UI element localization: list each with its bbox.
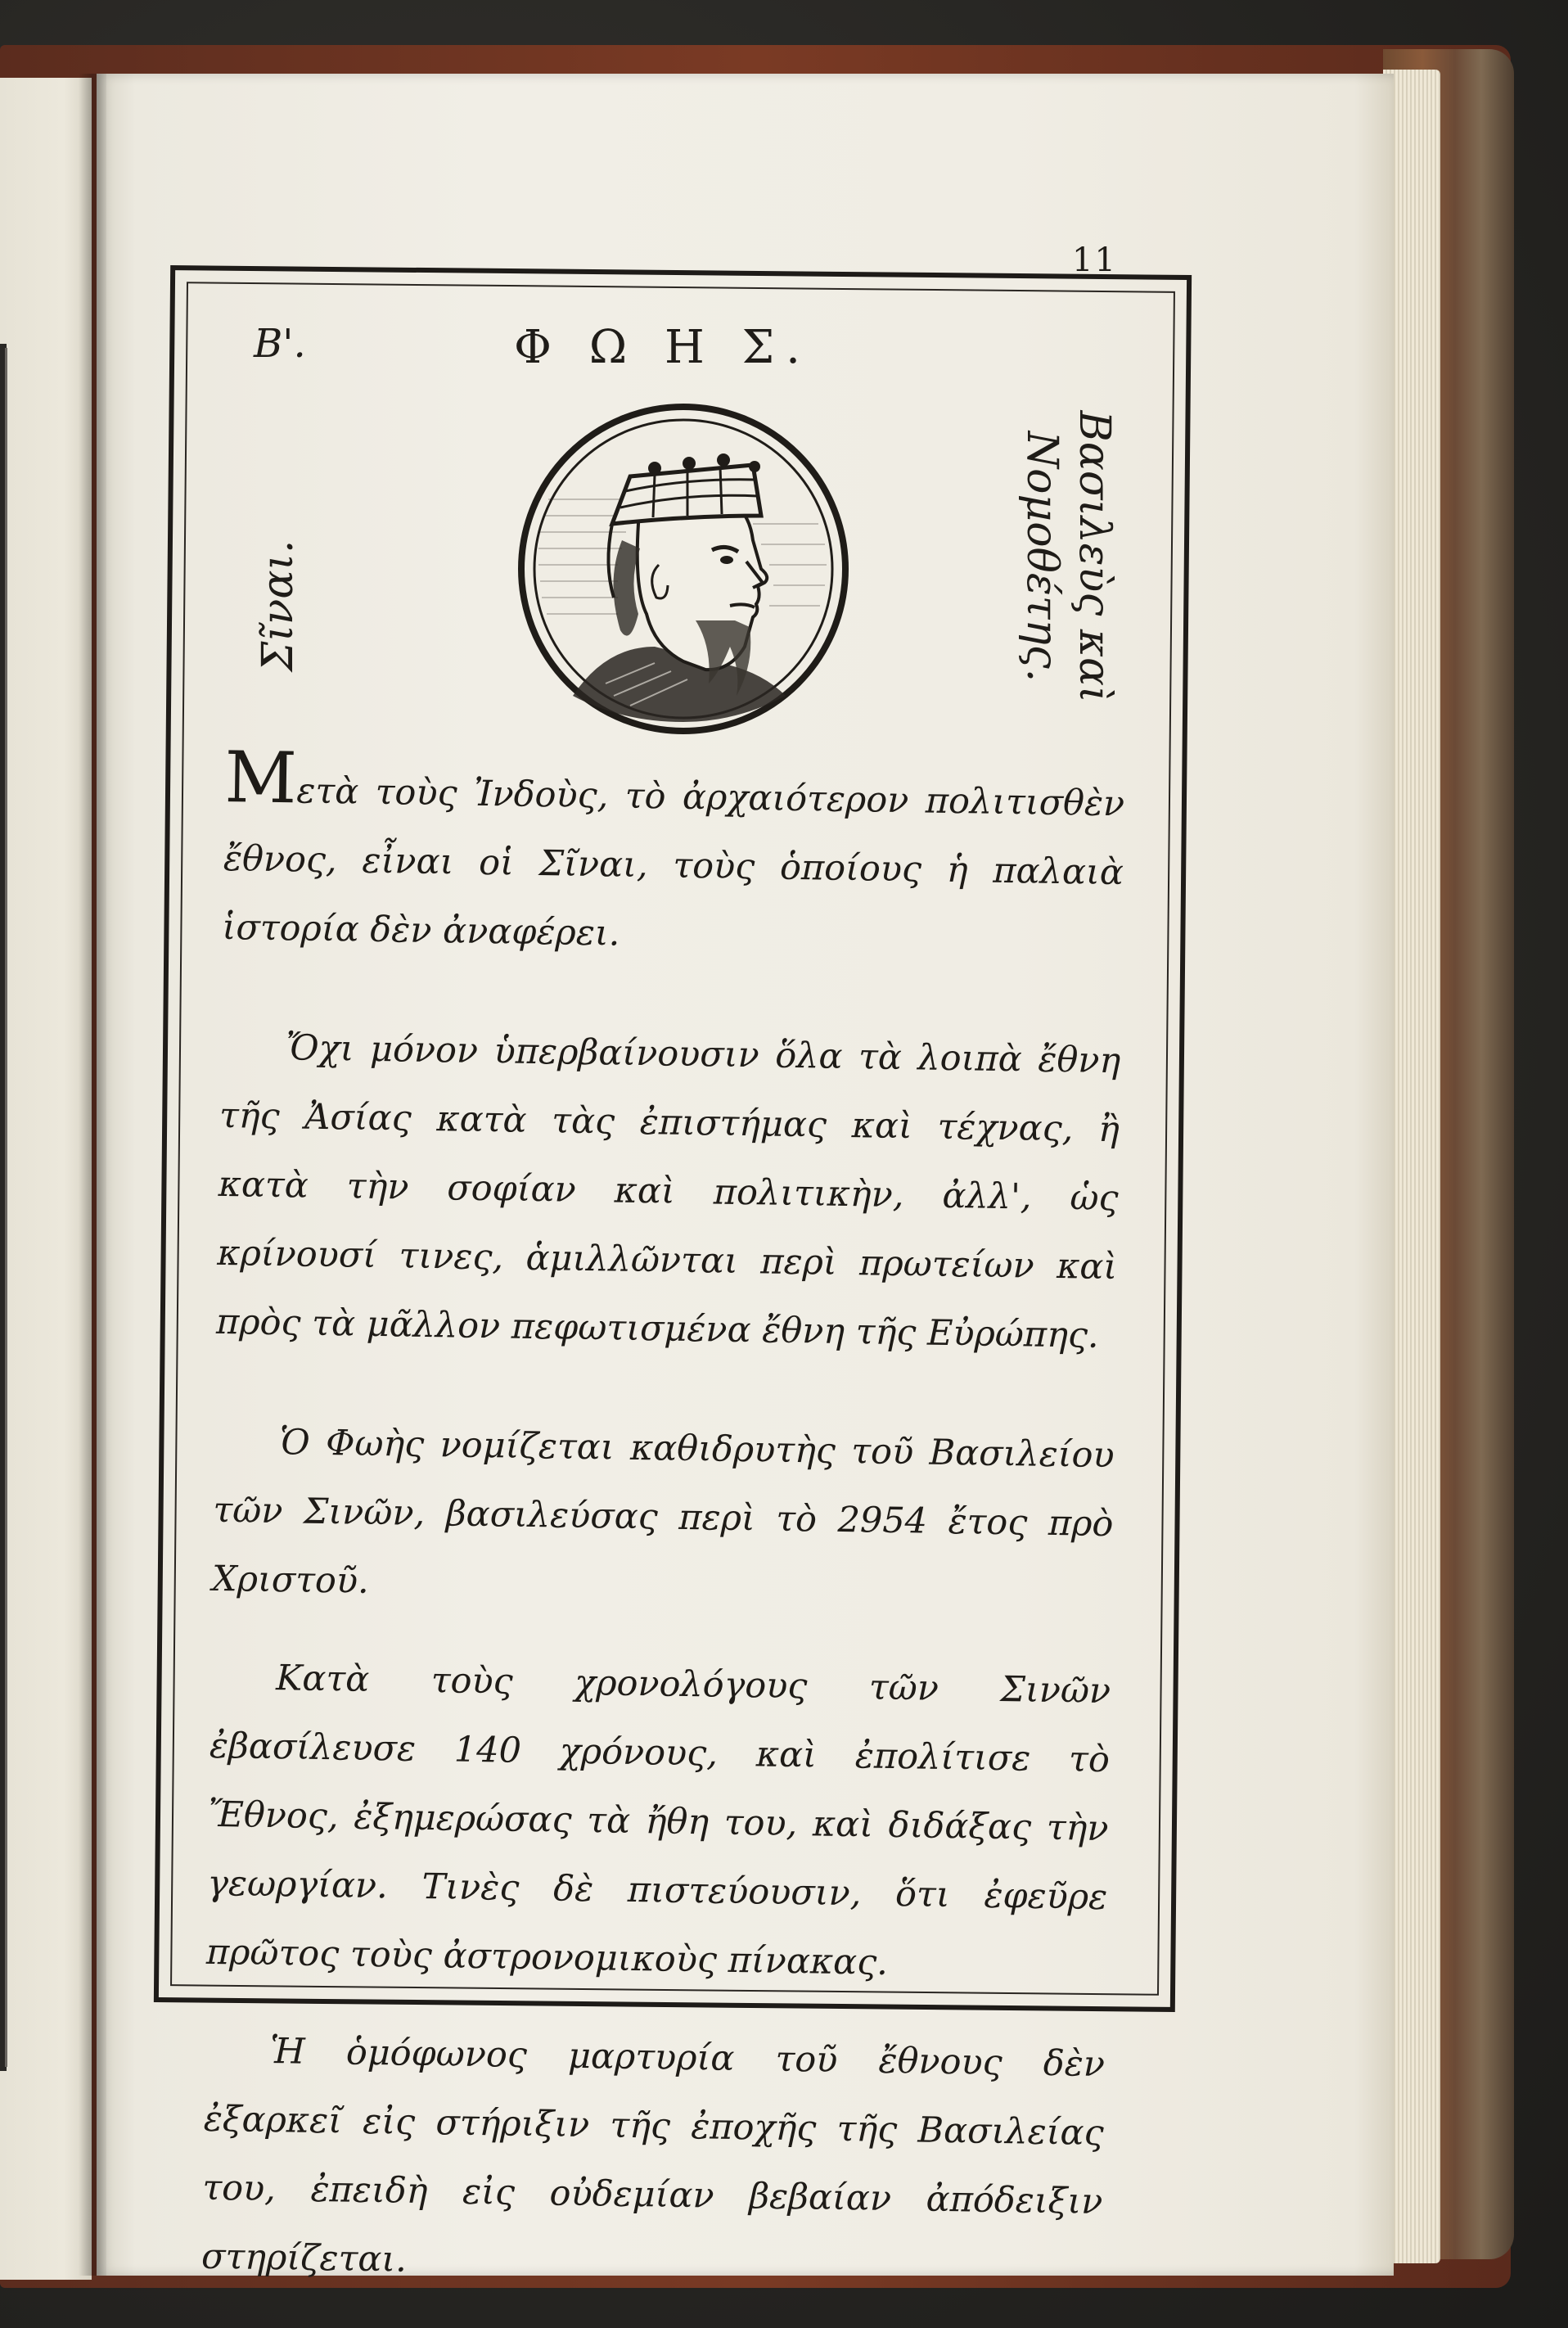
body-text <box>201 737 1125 2305</box>
paragraph-4: Κατὰ τοὺς χρονολόγους τῶν Σινῶν ἐβασίλευσε 140 χρόνους, καὶ ἐπολίτισε τὸ Ἔθνος, ἐξημερώσας τὰ ἤθη του, καὶ διδάξας τὴν γεωργίαν. Τινὲς δὲ πιστεύουσιν, ὅτι ἐφεῦρε πρῶτος τοὺς ἀστρονομικοὺς πίνακας. <box>205 1658 1111 1983</box>
side-label-right-line1: Βασιλεὺς καὶ <box>1070 410 1119 703</box>
signature-mark: Β'. <box>254 321 306 367</box>
paragraph-1 <box>222 737 1125 976</box>
side-label-right-line2: Νομοθέτης. <box>1017 431 1066 683</box>
page-title: Φ Ω Η Σ. <box>514 321 812 374</box>
left-page-frame-rule-inner <box>5 348 7 2067</box>
book-gutter-shadow <box>79 74 106 2276</box>
side-label-right <box>1016 368 1120 745</box>
side-label-left: Σῖναι. <box>254 539 303 672</box>
paragraph-3: Ὁ Φωὴς νομίζεται καθιδρυτὴς τοῦ Βασιλείου τῶν Σινῶν, βασιλεύσας περὶ τὸ 2954 ἔτος πρὸ Χριστοῦ. <box>211 1422 1115 1602</box>
page-number: 11 <box>1072 241 1117 279</box>
paragraph-5: Ἡ ὁμόφωνος μαρτυρία τοῦ ἔθνους δὲν ἐξαρκεῖ εἰς στήριξιν τῆς ἐποχῆς τῆς Βασιλείας του, ἐπειδὴ εἰς οὐδεμίαν βεβαίαν ἀπόδειξιν στηρίζεται. <box>201 2031 1106 2281</box>
paragraph-1-text: ετὰ τοὺς Ἰνδοὺς, τὸ ἀρχαιότερον πολιτισθὲν ἔθνος, εἶναι οἱ Σῖναι, τοὺς ὁποίους ἡ παλαιὰ ἱστορία δὲν ἀναφέρει. <box>222 770 1125 954</box>
drop-initial: M <box>223 737 298 820</box>
paragraph-2: Ὄχι μόνον ὑπερβαίνουσιν ὅλα τὰ λοιπὰ ἔθνη τῆς Ἀσίας κατὰ τὰς ἐπιστήμας καὶ τέχνας, ἢ κατὰ τὴν σοφίαν καὶ πολιτικὴν, ἀλλ', ὡς κρίνουσί τινες, ἁμιλλῶνται περὶ πρωτείων καὶ πρὸς τὰ μᾶλλον πεφωτισμένα ἔθνη τῆς Εὐρώπης. <box>215 1027 1121 1356</box>
portrait-medallion-icon <box>516 401 851 737</box>
